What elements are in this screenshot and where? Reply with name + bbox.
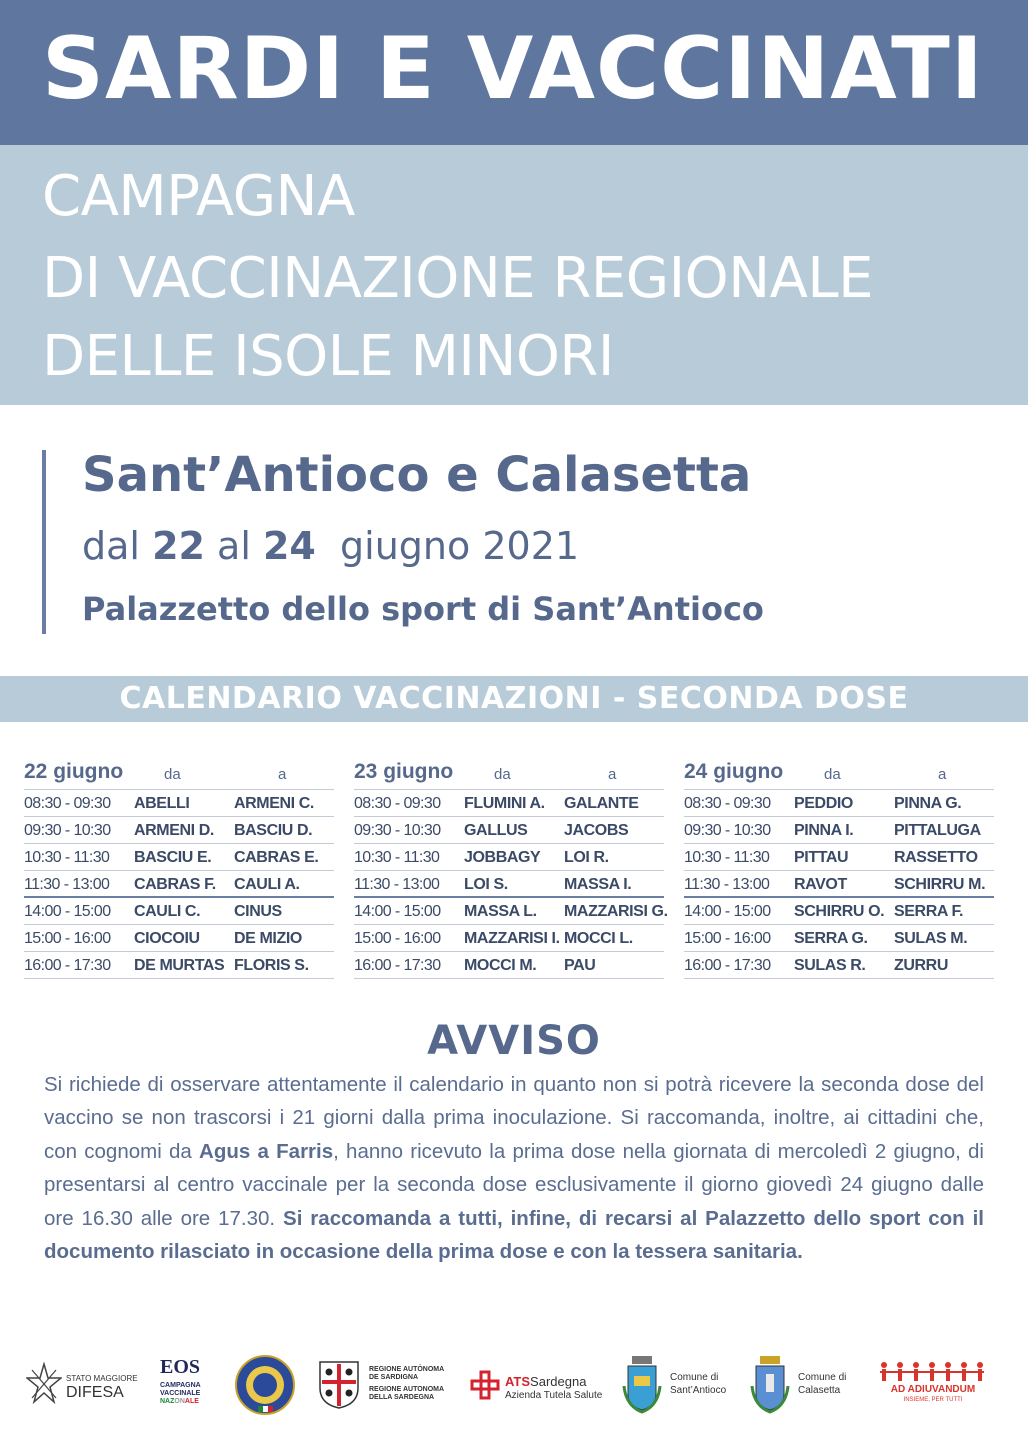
table-row <box>354 952 664 979</box>
col-to-label: a <box>278 766 287 783</box>
table-row <box>24 871 334 898</box>
calasetta-line1: Comune di <box>798 1372 847 1383</box>
surname-from: PINNA I. <box>794 822 854 839</box>
table-row <box>24 817 334 844</box>
surname-to: LOI R. <box>564 849 609 866</box>
surname-to: RASSETTO <box>894 849 978 866</box>
day-table-23 <box>354 758 668 979</box>
table-row <box>684 898 994 925</box>
surname-to: SERRA F. <box>894 903 964 920</box>
time-slot: 10:30 - 11:30 <box>24 849 110 866</box>
round-seal-icon <box>234 1354 296 1416</box>
avviso-p1-bold: Agus a Farris <box>199 1139 334 1163</box>
surname-from: ARMENI D. <box>134 822 214 839</box>
table-row <box>684 790 994 817</box>
ats-bold: ATS <box>505 1374 531 1389</box>
date-from: 22 <box>152 524 205 568</box>
time-slot: 10:30 - 11:30 <box>354 849 440 866</box>
day-title: 24 giugno <box>684 760 784 783</box>
date-to: 24 <box>262 524 316 568</box>
dates-prefix: dal <box>82 524 140 568</box>
eos-line3b: ON <box>174 1398 185 1405</box>
time-slot: 14:00 - 15:00 <box>24 903 111 920</box>
table-row <box>354 844 664 871</box>
difesa-line2: DIFESA <box>66 1384 124 1401</box>
surname-to: SULAS M. <box>894 930 968 947</box>
table-row <box>354 925 664 952</box>
regione-line3: REGIONE AUTONOMA <box>369 1386 445 1393</box>
table-row <box>354 790 664 817</box>
surname-from: PEDDIO <box>794 795 853 812</box>
col-to-label: a <box>938 766 947 783</box>
surname-to: CINUS <box>234 903 282 920</box>
calasetta-logo <box>750 1350 860 1430</box>
regione-line1: REGIONE AUTÒNOMA <box>369 1366 445 1373</box>
surname-from: CAULI C. <box>134 903 201 920</box>
table-row <box>354 817 664 844</box>
ats-rest: Sardegna <box>530 1374 587 1389</box>
logos-strip <box>0 1350 1028 1430</box>
day-table-24 <box>684 758 994 979</box>
time-slot: 16:00 - 17:30 <box>684 957 771 974</box>
surname-to: MASSA I. <box>564 876 632 893</box>
surname-to: PINNA G. <box>894 795 962 812</box>
main-title: SARDI E VACCINATI <box>42 19 984 119</box>
day-title: 23 giugno <box>354 760 454 783</box>
accent-bar <box>42 450 46 634</box>
time-slot: 15:00 - 16:00 <box>24 930 111 947</box>
eos-title: EOS <box>160 1356 201 1378</box>
table-row <box>24 790 334 817</box>
day-header <box>684 758 994 790</box>
adiuvandum-logo <box>868 1350 1002 1430</box>
surname-to: DE MIZIO <box>234 930 302 947</box>
surname-from: SCHIRRU O. <box>794 903 885 920</box>
avviso-p2-bold: Si raccomanda a tutti, infine, di recarsi al Palazzetto dello sport con il documento rilasciato in occasione della prima dose e con la tessera sanitaria. <box>44 1206 985 1264</box>
time-slot: 15:00 - 16:00 <box>684 930 771 947</box>
people-chain-icon <box>870 1360 1000 1386</box>
santantioco-line1: Comune di <box>670 1372 719 1383</box>
surname-from: MASSA L. <box>464 903 537 920</box>
avviso-p1: Si richiede di osservare attentamente il calendario in quanto non si potrà ricevere la seconda dose del vaccino se non trascorsi i 21 giorni dalla prima inoculazione. Si raccomanda, inoltre, ai cittadini che, con cognomi da <box>44 1073 984 1163</box>
surname-to: BASCIU D. <box>234 822 313 839</box>
adiuvandum-title: AD ADIUVANDUM <box>890 1384 976 1395</box>
time-slot: 14:00 - 15:00 <box>354 903 441 920</box>
surname-to: MAZZARISI G. <box>564 903 668 920</box>
time-slot: 08:30 - 09:30 <box>684 795 771 812</box>
ats-line1 <box>505 1374 586 1389</box>
surname-to: JACOBS <box>564 822 629 839</box>
santantioco-line2: Sant’Antioco <box>670 1385 727 1396</box>
surname-from: SERRA G. <box>794 930 868 947</box>
surname-from: CIOCOIU <box>134 930 200 947</box>
surname-from: RAVOT <box>794 876 847 893</box>
eos-line2: VACCINALE <box>160 1390 201 1397</box>
col-from-label: da <box>824 766 841 783</box>
surname-from: CABRAS F. <box>134 876 216 893</box>
surname-to: MOCCI L. <box>564 930 633 947</box>
surname-to: ZURRU <box>894 957 948 974</box>
surname-from: JOBBAGY <box>464 849 541 866</box>
table-row <box>354 871 664 898</box>
time-slot: 08:30 - 09:30 <box>24 795 111 812</box>
adiuvandum-sub: INSIEME, PER TUTTI <box>903 1397 963 1403</box>
surname-to: CAULI A. <box>234 876 300 893</box>
surname-to: PITTALUGA <box>894 822 981 839</box>
star-emblem-icon <box>26 1362 62 1406</box>
subtitle-banner <box>0 145 1028 405</box>
time-slot: 16:00 - 17:30 <box>24 957 111 974</box>
eos-line1: CAMPAGNA <box>160 1382 201 1389</box>
table-row <box>684 925 994 952</box>
day-header <box>24 758 334 790</box>
event-dates <box>82 516 579 576</box>
time-slot: 09:30 - 10:30 <box>354 822 441 839</box>
time-slot: 10:30 - 11:30 <box>684 849 770 866</box>
ats-line2: Azienda Tutela Salute <box>505 1390 603 1401</box>
surname-from: FLUMINI A. <box>464 795 545 812</box>
dates-suffix: giugno 2021 <box>340 524 580 568</box>
table-row <box>24 952 334 979</box>
seal-logo <box>234 1350 296 1430</box>
day-title: 22 giugno <box>24 760 124 783</box>
calasetta-crest-icon <box>750 1356 790 1414</box>
subtitle-line-3: DELLE ISOLE MINORI <box>42 324 614 389</box>
surname-from: GALLUS <box>464 822 528 839</box>
header-banner <box>0 0 1028 145</box>
subtitle-line-1: CAMPAGNA <box>42 164 355 229</box>
eos-line3 <box>160 1398 199 1405</box>
surname-to: SCHIRRU M. <box>894 876 986 893</box>
santantioco-crest-icon <box>622 1356 662 1414</box>
surname-to: ARMENI C. <box>234 795 314 812</box>
time-slot: 15:00 - 16:00 <box>354 930 441 947</box>
surname-from: ABELLI <box>134 795 190 812</box>
time-slot: 14:00 - 15:00 <box>684 903 771 920</box>
time-slot: 11:30 - 13:00 <box>24 876 110 893</box>
table-row <box>684 952 994 979</box>
surname-from: MOCCI M. <box>464 957 537 974</box>
calendar-title: CALENDARIO VACCINAZIONI - SECONDA DOSE <box>119 681 909 716</box>
time-slot: 09:30 - 10:30 <box>684 822 771 839</box>
table-row <box>24 898 334 925</box>
surname-from: DE MURTAS <box>134 957 225 974</box>
surname-from: BASCIU E. <box>134 849 212 866</box>
avviso-p1-end: , hanno ricevuto la prima dose nella giornata di mercoledì 2 giugno, di presentarsi al centro vaccinale per la seconda dose esclusivamente il giorno giovedì 24 giugno dalle ore 16.30 alle ore 17.30. <box>44 1139 984 1230</box>
calendar-band <box>0 676 1028 722</box>
eos-line3a: NAZ <box>160 1398 175 1405</box>
col-from-label: da <box>494 766 511 783</box>
avviso-title: AVVISO <box>427 1018 601 1064</box>
regione-line4: DELLA SARDEGNA <box>369 1394 435 1401</box>
surname-from: LOI S. <box>464 876 508 893</box>
surname-from: PITTAU <box>794 849 849 866</box>
table-row <box>354 898 668 925</box>
surname-to: FLORIS S. <box>234 957 309 974</box>
time-slot: 09:30 - 10:30 <box>24 822 111 839</box>
time-slot: 16:00 - 17:30 <box>354 957 441 974</box>
surname-from: SULAS R. <box>794 957 866 974</box>
surname-to: PAU <box>564 957 596 974</box>
table-row <box>684 844 994 871</box>
event-venue: Palazzetto dello sport di Sant’Antioco <box>82 590 764 628</box>
dates-mid: al <box>217 524 251 568</box>
regione-logo <box>316 1350 466 1430</box>
col-from-label: da <box>164 766 181 783</box>
regione-crest-icon <box>316 1358 362 1410</box>
day-table-22 <box>24 758 334 979</box>
difesa-line1: STATO MAGGIORE <box>66 1374 138 1383</box>
eos-line3c: ALE <box>184 1398 199 1405</box>
santantioco-logo <box>622 1350 742 1430</box>
eos-logo <box>160 1350 220 1430</box>
regione-line2: DE SARDIGNA <box>369 1374 419 1381</box>
surname-to: GALANTE <box>564 795 639 812</box>
day-header <box>354 758 664 790</box>
subtitle-line-2: DI VACCINAZIONE REGIONALE <box>42 246 873 311</box>
difesa-logo <box>26 1350 146 1430</box>
avviso-text <box>44 1068 984 1268</box>
table-row <box>24 844 334 871</box>
medical-cross-icon <box>470 1370 500 1400</box>
surname-from: MAZZARISI I. <box>464 930 560 947</box>
table-row <box>684 871 994 898</box>
ats-logo <box>470 1350 610 1430</box>
event-place: Sant’Antioco e Calasetta <box>82 447 752 503</box>
table-row <box>684 817 994 844</box>
time-slot: 08:30 - 09:30 <box>354 795 441 812</box>
time-slot: 11:30 - 13:00 <box>684 876 770 893</box>
surname-to: CABRAS E. <box>234 849 319 866</box>
calasetta-line2: Calasetta <box>798 1385 841 1396</box>
time-slot: 11:30 - 13:00 <box>354 876 440 893</box>
table-row <box>24 925 334 952</box>
col-to-label: a <box>608 766 617 783</box>
